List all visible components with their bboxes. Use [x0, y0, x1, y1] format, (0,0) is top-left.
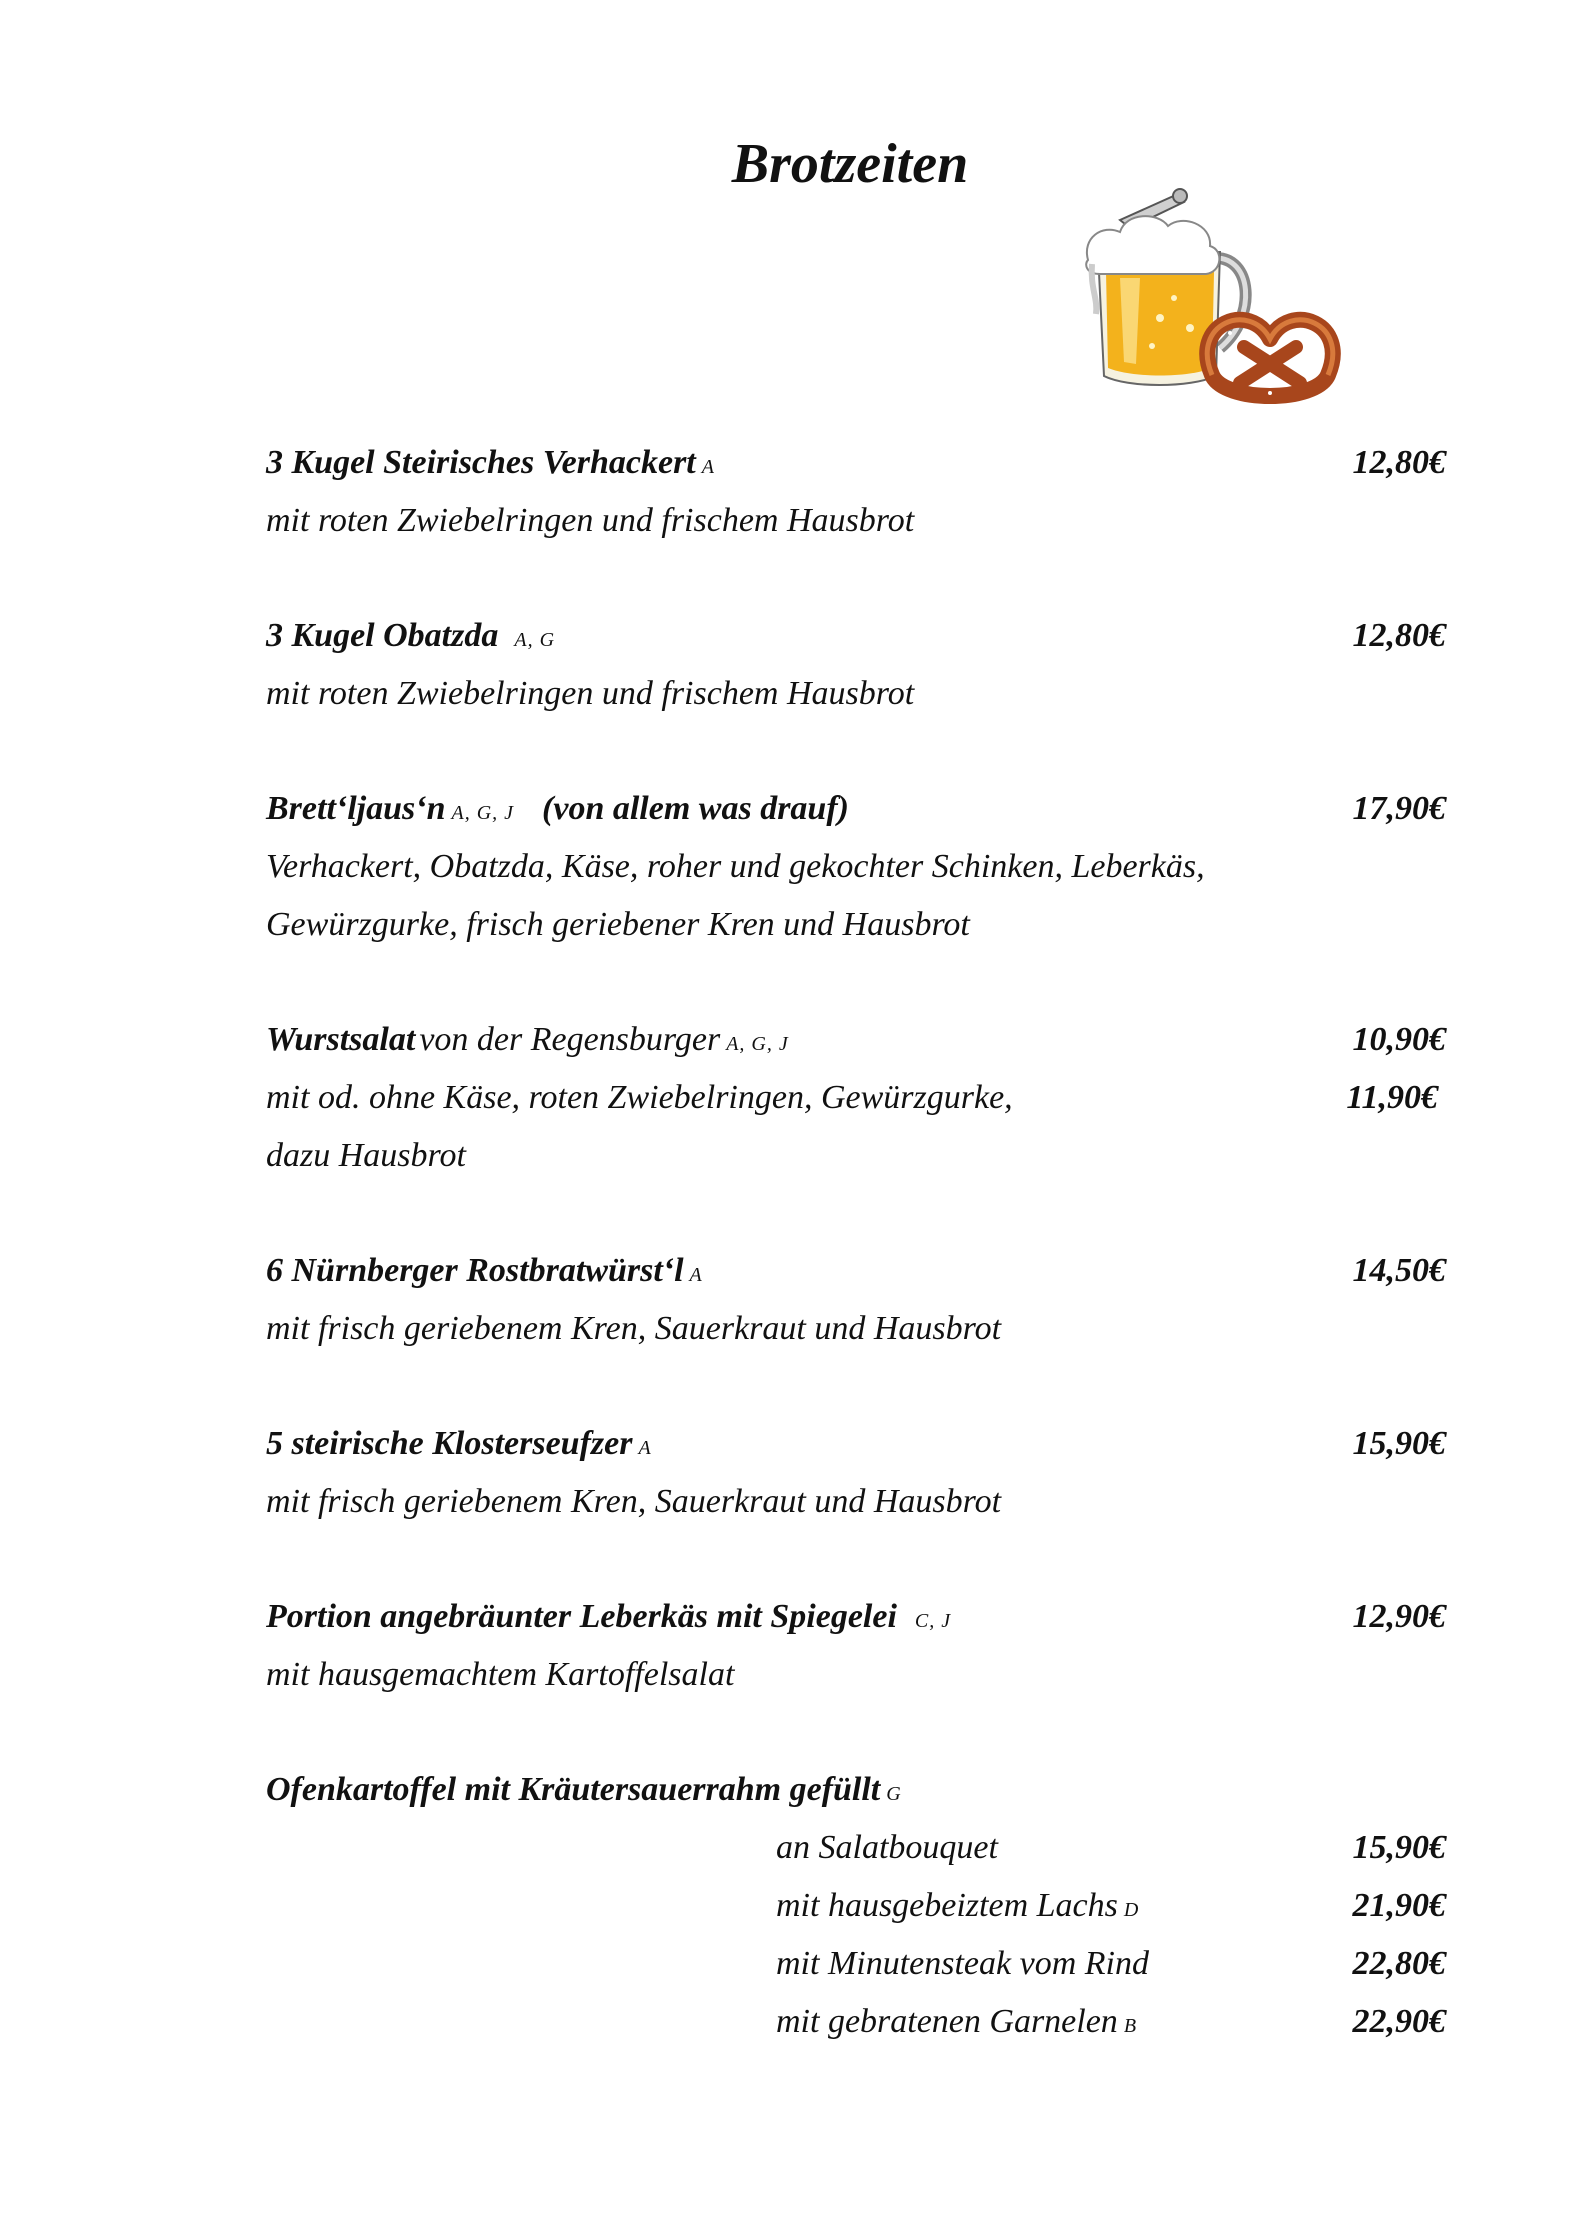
page-title: Brotzeiten [731, 133, 969, 195]
item-variant [776, 1829, 1446, 1887]
variant-price: 15,90€ [1352, 1829, 1446, 1866]
variant-price: 22,80€ [1352, 1945, 1446, 1982]
allergen-codes: A [638, 1437, 652, 1459]
item-description: mit roten Zwiebelringen und frischem Hausbrot [266, 502, 915, 539]
item-price: 10,90€ [1352, 1021, 1446, 1058]
beer-mug-and-pretzel-illustration [1080, 168, 1352, 410]
item-name: Wurstsalat [266, 1021, 416, 1058]
item-price-alt: 11,90€ [1346, 1079, 1438, 1116]
item-price: 14,50€ [1352, 1252, 1446, 1289]
menu-item [266, 1425, 1446, 1541]
item-description: mit roten Zwiebelringen und frischem Hausbrot [266, 675, 915, 712]
item-variant [776, 1887, 1446, 1945]
allergen-codes: A [689, 1264, 703, 1286]
item-name: 5 steirische Klosterseufzer [266, 1425, 633, 1462]
item-name: 3 Kugel Steirisches Verhackert [266, 444, 696, 481]
item-name-suffix: von der Regensburger [419, 1021, 721, 1058]
allergen-codes: A, G, J [726, 1033, 789, 1055]
item-name: Portion angebräunter Leberkäs mit Spiegelei [266, 1598, 897, 1635]
allergen-codes: C, J [914, 1610, 952, 1632]
allergen-codes: D [1123, 1899, 1140, 1921]
variant-price: 21,90€ [1352, 1887, 1446, 1924]
allergen-codes: A [701, 456, 715, 478]
menu-item [266, 1021, 1446, 1195]
item-description: Gewürzgurke, frisch geriebener Kren und Hausbrot [266, 906, 970, 943]
item-name: Brett‘ljaus‘n [266, 790, 446, 827]
item-description: mit frisch geriebenem Kren, Sauerkraut und Hausbrot [266, 1483, 1002, 1520]
item-description: Verhackert, Obatzda, Käse, roher und gekochter Schinken, Leberkäs, [266, 848, 1205, 885]
item-variant [776, 1945, 1446, 2003]
menu-item [266, 1771, 1446, 1829]
allergen-codes: G [886, 1783, 902, 1805]
menu-item [266, 444, 1446, 560]
item-price: 12,80€ [1352, 617, 1446, 654]
item-price: 17,90€ [1352, 790, 1446, 827]
menu-item [266, 1598, 1446, 1714]
variant-label: mit Minutensteak vom Rind [776, 1945, 1149, 1982]
menu-item [266, 1252, 1446, 1368]
variant-label: mit hausgebeiztem Lachs [776, 1887, 1118, 1924]
menu-item [266, 617, 1446, 733]
item-name: Ofenkartoffel mit Kräutersauerrahm gefüllt [266, 1771, 881, 1808]
item-price: 15,90€ [1352, 1425, 1446, 1462]
variant-price: 22,90€ [1352, 2003, 1446, 2040]
variant-label: an Salatbouquet [776, 1829, 998, 1866]
item-description: mit hausgemachtem Kartoffelsalat [266, 1656, 735, 1693]
item-description: mit od. ohne Käse, roten Zwiebelringen, Gewürzgurke, [266, 1079, 1013, 1116]
allergen-codes: B [1123, 2015, 1138, 2037]
allergen-codes: A, G, J [451, 802, 515, 824]
item-description: mit frisch geriebenem Kren, Sauerkraut und Hausbrot [266, 1310, 1002, 1347]
item-note: (von allem was drauf) [542, 790, 849, 827]
item-price: 12,90€ [1352, 1598, 1446, 1635]
variant-label: mit gebratenen Garnelen [776, 2003, 1118, 2040]
menu-item [266, 790, 1446, 964]
item-variant [776, 2003, 1446, 2061]
item-price: 12,80€ [1352, 444, 1446, 481]
item-description: dazu Hausbrot [266, 1137, 466, 1174]
item-name: 6 Nürnberger Rostbratwürst‘l [266, 1252, 684, 1289]
allergen-codes: A, G [514, 629, 556, 651]
item-name: 3 Kugel Obatzda [266, 617, 499, 654]
